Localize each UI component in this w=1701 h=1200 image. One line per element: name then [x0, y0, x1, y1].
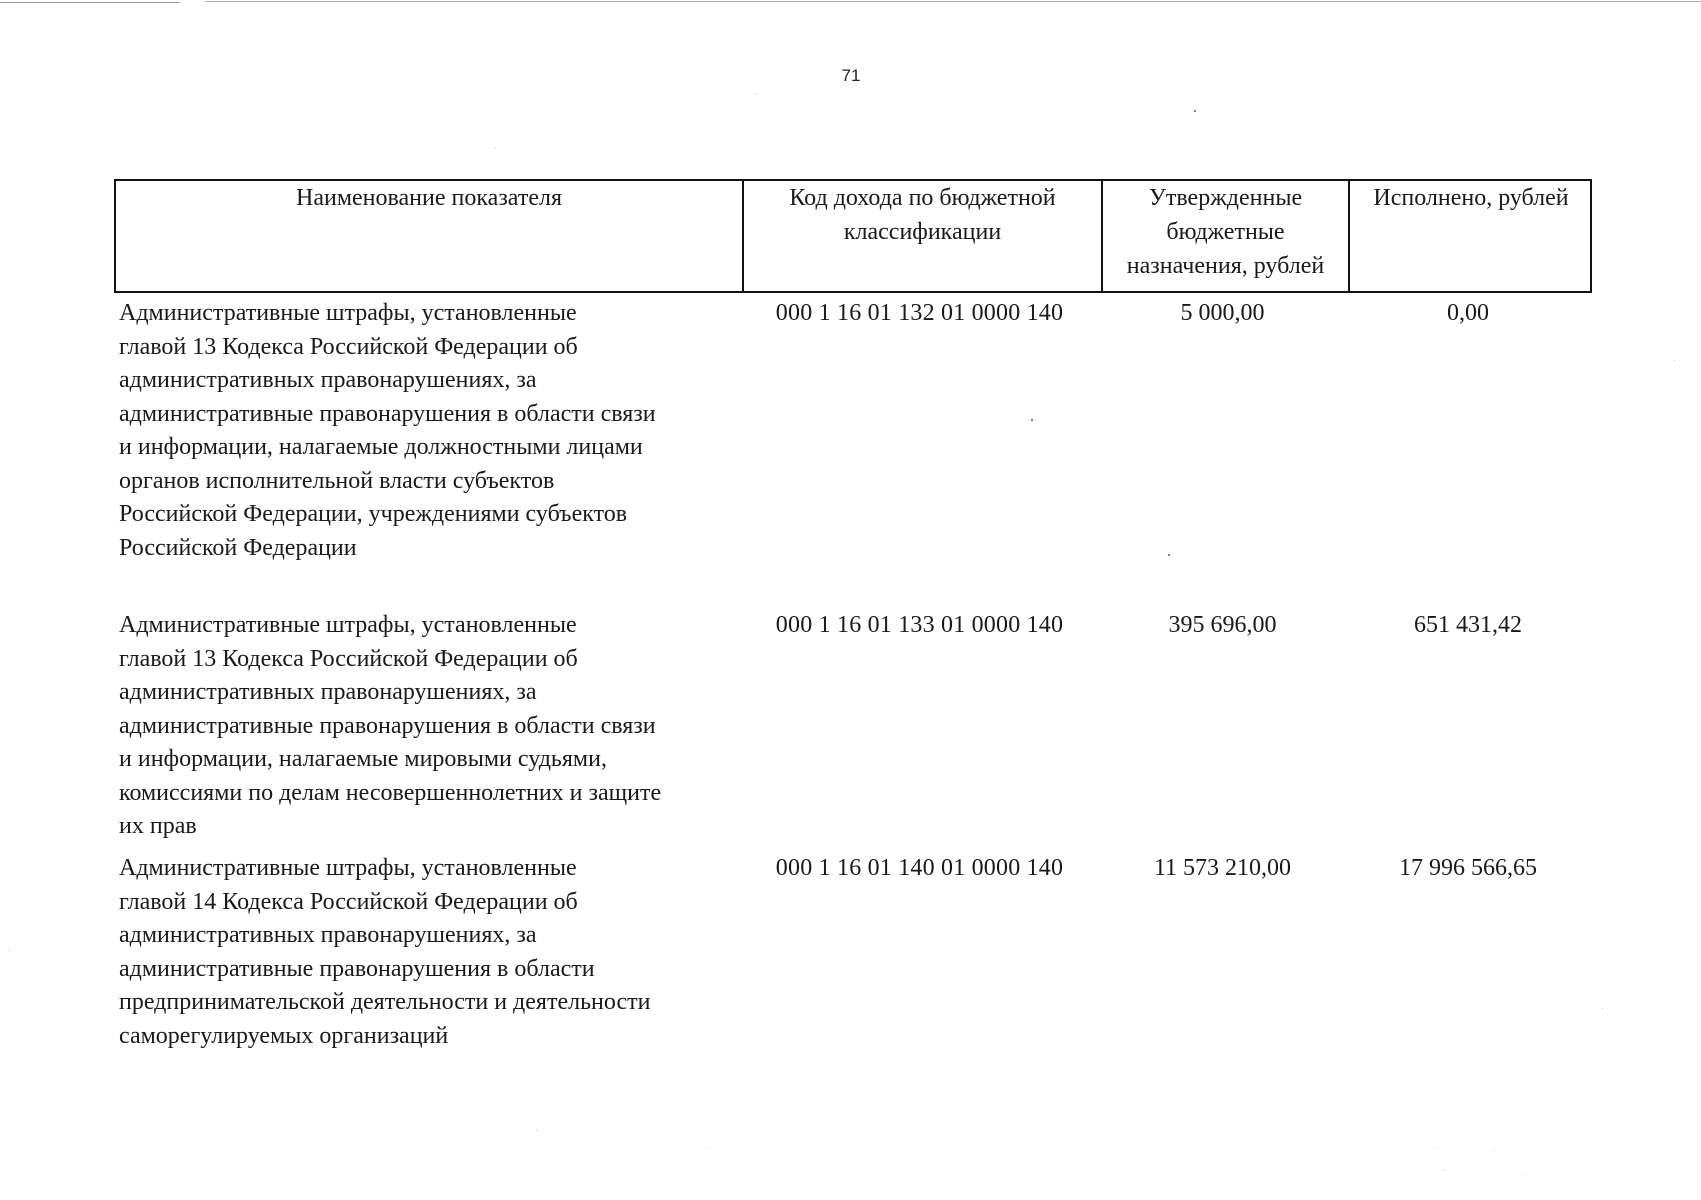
row-name	[119, 297, 749, 565]
table-header	[114, 179, 1592, 293]
scan-speck	[707, 1148, 708, 1149]
row-name-line: административных правонарушениях, за	[119, 679, 537, 705]
header-plan-line: бюджетные	[1166, 219, 1285, 245]
row-name-line: главой 14 Кодекса Российской Федерации об	[119, 888, 578, 915]
row-name	[119, 609, 749, 844]
row-done: 0,00	[1447, 300, 1489, 326]
row-name-line: административные правонарушения в области	[119, 955, 595, 982]
row-name-line: и информации, налагаемые должностными лицами	[119, 434, 643, 460]
scan-edge-line	[0, 2, 180, 3]
row-name-line: главой 13 Кодекса Российской Федерации об	[119, 333, 578, 360]
scan-edge-line	[205, 1, 1701, 2]
scan-speck	[495, 147, 496, 148]
row-name-line: их прав	[119, 813, 197, 839]
row-name-line: административных правонарушениях, за	[119, 367, 537, 393]
row-name	[119, 852, 749, 1053]
header-plan	[1101, 181, 1348, 291]
row-code: 000 1 16 01 132 01 0000 140	[775, 300, 1064, 326]
row-name-line: Российской Федерации, учреждениями субъектов	[119, 501, 628, 527]
scan-speck	[1031, 419, 1033, 421]
row-name-line: саморегулируемых организаций	[119, 1022, 449, 1049]
row-name-line: административные правонарушения в области связи	[119, 400, 656, 427]
scan-speck	[1602, 1008, 1603, 1009]
row-name-line: Российской Федерации	[119, 534, 357, 561]
page-number: 71	[841, 66, 861, 85]
header-code-line: классификации	[843, 219, 1002, 245]
row-done: 17 996 566,65	[1399, 855, 1537, 881]
scan-speck	[1674, 360, 1675, 361]
row-name-line: административные правонарушения в области связи	[119, 712, 656, 739]
header-done	[1348, 181, 1592, 291]
row-name-line: органов исполнительной власти субъектов	[119, 467, 555, 494]
scan-speck	[755, 93, 756, 94]
row-name-line: Административные штрафы, установленные	[119, 855, 577, 881]
scan-speck	[8, 950, 9, 951]
header-plan-line: Утвержденные	[1148, 185, 1303, 211]
row-plan: 395 696,00	[1168, 612, 1277, 638]
row-plan: 11 573 210,00	[1153, 855, 1292, 881]
scan-speck	[1494, 1150, 1495, 1151]
scan-speck	[1435, 1148, 1436, 1149]
scan-speck	[1444, 1170, 1445, 1171]
row-name-line: комиссиями по делам несовершеннолетних и защите	[119, 779, 662, 806]
scan-speck	[536, 1130, 537, 1131]
row-code: 000 1 16 01 133 01 0000 140	[775, 612, 1064, 638]
scan-speck	[1168, 554, 1170, 556]
row-done: 651 431,42	[1414, 612, 1522, 638]
row-plan: 5 000,00	[1180, 300, 1265, 326]
row-name-line: предпринимательской деятельности и деятельности	[119, 989, 651, 1015]
row-code: 000 1 16 01 140 01 0000 140	[775, 855, 1064, 881]
row-name-line: Административные штрафы, установленные	[119, 612, 577, 638]
row-name-line: Административные штрафы, установленные	[119, 300, 577, 326]
header-plan-line: назначения, рублей	[1126, 253, 1325, 279]
header-code	[742, 181, 1101, 291]
scan-speck	[1194, 110, 1196, 112]
row-name-line: и информации, налагаемые мировыми судьями,	[119, 746, 607, 772]
scan-speck	[1524, 1174, 1525, 1175]
header-code-line: Код дохода по бюджетной	[789, 185, 1056, 211]
row-name-line: главой 13 Кодекса Российской Федерации об	[119, 645, 578, 672]
row-name-line: административных правонарушениях, за	[119, 922, 537, 948]
header-name-line: Наименование показателя	[296, 185, 562, 211]
header-done-line: Исполнено, рублей	[1373, 185, 1569, 211]
header-name	[116, 181, 742, 291]
